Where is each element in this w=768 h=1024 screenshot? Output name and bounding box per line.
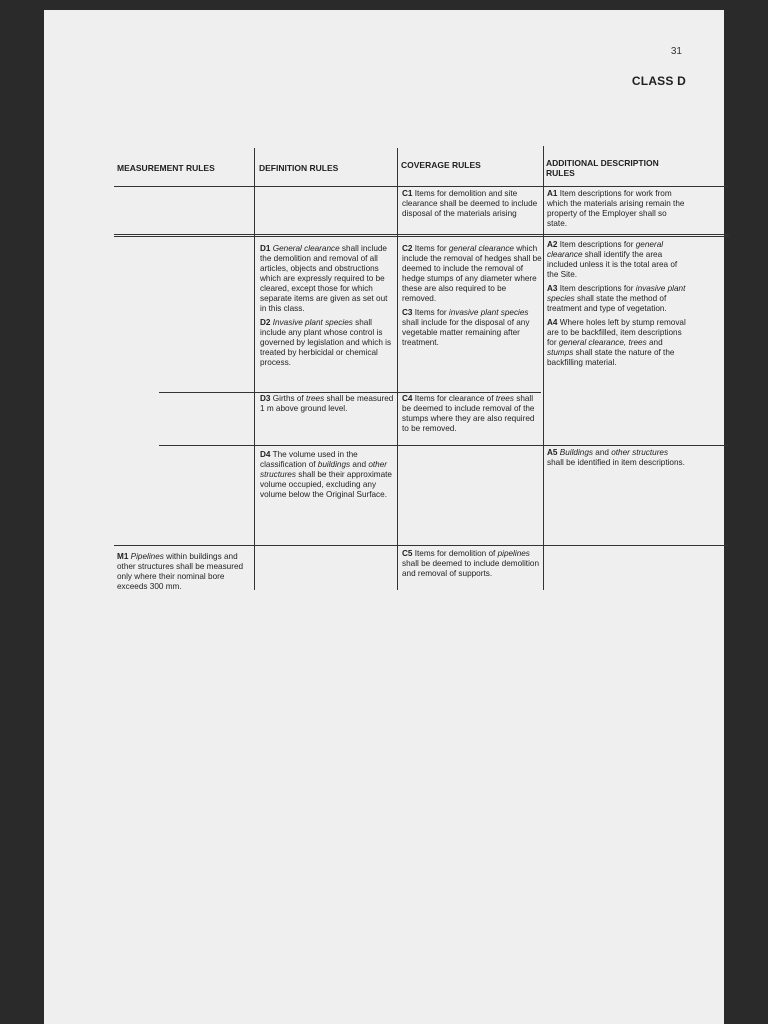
rule-a1: A1 Item descriptions for work from which the materials arising remain the property of the Employer shall so state. — [547, 189, 685, 228]
header-coverage-rules: COVERAGE RULES — [401, 160, 481, 170]
row-divider — [159, 445, 729, 446]
rules-a2-a4 — [547, 240, 687, 372]
row-divider — [114, 545, 729, 546]
header-definition-rules: DEFINITION RULES — [259, 163, 339, 173]
rule-d4: D4 The volume used in the classification of buildings and other structures shall be their approximate volume occupied, excluding any volume below the Original Surface. — [260, 450, 392, 499]
rule-c3: C3 Items for invasive plant species shall include for the disposal of any vegetable matter remaining after treatment. — [402, 308, 530, 347]
rule-a3: A3 Item descriptions for invasive plant species shall state the method of treatment and type of vegetation. — [547, 284, 686, 313]
column-divider — [254, 148, 255, 590]
rule-c2: C2 Items for general clearance which include the removal of hedges shall be deemed to include the removal of hedge stumps of any diameter where these are also required to be removed. — [402, 244, 542, 303]
row-divider — [114, 234, 729, 237]
header-additional-description-rules: ADDITIONAL DESCRIPTION RULES — [546, 158, 659, 178]
rule-a2: A2 Item descriptions for general clearance shall identify the area included unless it is the total area of the Site. — [547, 240, 678, 279]
page-number: 31 — [670, 46, 682, 57]
rules-d1-d2 — [260, 244, 394, 372]
column-divider — [397, 148, 398, 590]
rule-c1: C1 Items for demolition and site clearance shall be deemed to include disposal of the materials arising — [402, 189, 538, 218]
rule-a5: A5 Buildings and other structures shall be identified in item descriptions. — [547, 448, 685, 467]
rules-c2-c3 — [402, 244, 542, 352]
rule-m1: M1 Pipelines within buildings and other structures shall be measured only where their nominal bore exceeds 300 mm. — [117, 552, 244, 591]
row-divider — [159, 392, 541, 393]
rule-c5: C5 Items for demolition of pipelines shall be deemed to include demolition and removal of supports. — [402, 549, 540, 578]
header-measurement-rules: MEASUREMENT RULES — [117, 163, 215, 173]
rule-d3: D3 Girths of trees shall be measured 1 m above ground level. — [260, 394, 394, 413]
class-title: CLASS D — [631, 74, 686, 88]
row-divider — [114, 186, 729, 187]
document-page — [44, 10, 724, 1024]
rule-c4: C4 Items for clearance of trees shall be deemed to include removal of the stumps where they are also required to be removed. — [402, 394, 535, 433]
rule-d1: D1 General clearance shall include the demolition and removal of all articles, objects and obstructions which are expressly required to be cleared, except those for which separate items are given as set out in this class. — [260, 244, 388, 313]
rule-d2: D2 Invasive plant species shall include any plant whose control is governed by legislation and which is treated by herbicidal or chemical process. — [260, 318, 392, 367]
rule-a4: A4 Where holes left by stump removal are to be backfilled, item descriptions for general clearance, trees and stumps shall state the nature of the backfilling material. — [547, 318, 686, 367]
column-divider — [543, 146, 544, 590]
